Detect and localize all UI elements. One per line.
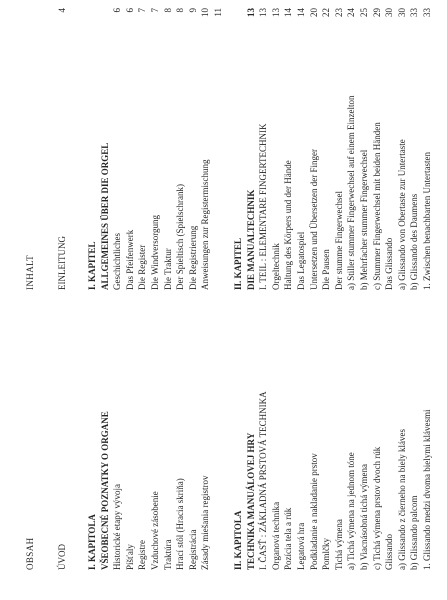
toc-page-number: 20 (308, 8, 319, 17)
toc-entry-sk: Tichá výmena (333, 519, 344, 570)
toc-page-number: 7 (150, 8, 160, 13)
toc-entry-de: Der Spieltisch (Spielschrank) (175, 184, 186, 290)
toc-entry-de: Anweisungen zur Registermischung (200, 159, 211, 290)
toc-page-number: 8 (162, 8, 173, 13)
toc-page-number: 10 (200, 8, 211, 17)
toc-entry-sk: b) Viacnásobná tichá výmena (359, 463, 369, 570)
toc-entry-sk: b) Glissando palcom (409, 495, 420, 570)
toc-row (320, 0, 333, 600)
toc-page-number: 14 (283, 8, 294, 17)
toc-row (136, 0, 149, 600)
toc-entry-de: 1. Zwischen benachbarten Untertasten (422, 152, 432, 290)
toc-row (282, 0, 295, 600)
german-title: INHALT (25, 254, 35, 290)
toc-page-number: 13 (258, 8, 269, 17)
toc-entry-de: Geschichtliches (112, 233, 123, 290)
toc-entry-sk: Traktúra (162, 539, 173, 570)
toc-entry-de: I. TEIL : ELEMENTARE FINGERTECHNIK (258, 123, 269, 290)
toc-entry-sk: Organová technika (270, 501, 281, 570)
toc-page-number: 22 (321, 8, 332, 17)
intro-de: EINLEITUNG (57, 236, 67, 290)
toc-entry-de: c) Stummer Fingerwechsel mit beiden Händen (371, 122, 382, 290)
toc-row (187, 0, 200, 600)
toc-entry-de: a) Stiller stummer Fingerwechsel auf einem Einzelton (346, 95, 357, 290)
toc-entry-sk: Historické etapy vývoja (112, 484, 123, 570)
toc-page-number: 14 (296, 8, 306, 17)
toc-row (295, 0, 308, 600)
toc-row (212, 0, 225, 600)
intro-page: 4 (57, 8, 67, 13)
toc-row (358, 0, 371, 600)
toc-entry-de: ALLGEMEINES ÜBER DIE ORGEL (99, 142, 110, 290)
toc-entry-sk: II. KAPITOLA (233, 510, 243, 570)
toc-entry-de: a) Glissando von Obertaste zur Untertaste (396, 139, 407, 290)
toc-page-number: 33 (409, 8, 420, 17)
toc-entry-de: b) Glissando des Daumens (409, 193, 420, 290)
toc-page-number: 8 (175, 8, 186, 13)
toc-entry-sk: a) Tichá výmena na jednom tóne (346, 452, 357, 570)
toc-page-number: 13 (270, 8, 281, 17)
toc-entry-sk: c) Tichá výmena prstov dvoch rúk (371, 446, 382, 570)
toc-entry-de: Untersetzen und Übersetzen der Finger (308, 149, 319, 290)
toc-row (232, 0, 245, 600)
toc-row (245, 0, 258, 600)
toc-entry-de: Das Pfeifenwerk (124, 229, 135, 290)
toc-row (99, 0, 112, 600)
toc-page-number: 9 (187, 8, 198, 13)
toc-entry-de: Der stumme Fingerwechsel (333, 191, 344, 290)
toc-entry-sk: Glissando (384, 534, 395, 570)
toc-row (199, 0, 212, 600)
toc-row (86, 0, 99, 600)
toc-entry-de: b) Mehrfacher stummer Fingerwechsel (359, 149, 369, 290)
toc-row (308, 0, 321, 600)
toc-entry-de: II. KAPITEL (233, 237, 243, 290)
toc-entry-sk: Pomlčky (321, 537, 332, 570)
toc-row (396, 0, 409, 600)
toc-entry-sk: VŠEOBECNÉ POZNATKY O ORGANE (99, 411, 110, 570)
toc-entry-de: Haltung des Körpers und der Hände (283, 160, 294, 290)
toc-page-number: 30 (396, 8, 407, 17)
toc-entry-sk: Pozícia tela a rúk (283, 507, 294, 570)
toc-row (270, 0, 283, 600)
toc-page-number: 33 (422, 8, 432, 17)
toc-entry-de: I. KAPITEL (87, 241, 97, 290)
toc-row (421, 0, 434, 600)
toc-row (149, 0, 162, 600)
slovak-title: OBSAH (25, 537, 35, 570)
toc-entry-de: Die Windversorgung (150, 214, 160, 290)
toc-row (257, 0, 270, 600)
toc-entry-de: Das Legatospiel (296, 231, 306, 290)
toc-row (124, 0, 137, 600)
toc-page-number: 6 (112, 8, 123, 13)
toc-entry-sk: Zásady miešania registrov (200, 475, 211, 570)
toc-page-number: 7 (137, 8, 148, 13)
intro-sk: ÚVOD (57, 544, 67, 570)
toc-entry-sk: I. KAPITOLA (87, 514, 97, 570)
toc-entry-sk: Registrácia (187, 529, 198, 570)
toc-row (408, 0, 421, 600)
toc-row (333, 0, 346, 600)
toc-page-number: 25 (359, 8, 369, 17)
toc-entry-sk: Podkladanie a nakladanie prstov (308, 453, 319, 570)
toc-page-number: 30 (384, 8, 395, 17)
toc-entry-sk: Píšťaly (124, 544, 135, 570)
toc-page-number: 11 (213, 8, 223, 17)
toc-entry-de: Orgeltechnik (270, 243, 281, 290)
toc-entry-de: DIE MANUALTECHNIK (245, 189, 256, 290)
toc-page-number: 6 (124, 8, 135, 13)
toc-entry-sk: TECHNIKA MANUÁLOVEJ HRY (245, 432, 256, 570)
toc-entry-sk: Vzduchové zásobenie (150, 491, 160, 570)
toc-row (111, 0, 124, 600)
toc-row (162, 0, 175, 600)
toc-row (345, 0, 358, 600)
toc-entry-sk: Legatová hra (296, 522, 306, 570)
intro-row (56, 0, 69, 600)
toc-page-number: 24 (346, 8, 357, 17)
toc-entry-de: Die Traktur (162, 248, 173, 290)
toc-page-number: 29 (371, 8, 382, 17)
toc-entry-de: Das Glissando (384, 237, 395, 290)
toc-row (383, 0, 396, 600)
toc-page-number: 23 (333, 8, 344, 17)
toc-row (174, 0, 187, 600)
toc-row (371, 0, 384, 600)
toc-entry-sk: 1. Glissando medzi dvoma bielymi klávesmi (422, 409, 432, 570)
header-row (24, 0, 37, 600)
toc-page-number: 13 (245, 8, 256, 17)
toc-entry-sk: Registre (137, 540, 148, 570)
toc-entry-sk: a) Glissando z čierneho na biely kláves (396, 429, 407, 570)
toc-entry-de: Die Registrierung (187, 225, 198, 290)
toc-entry-sk: I. ČASŤ : ZÁKLADNÁ PRSTOVÁ TECHNIKA (258, 391, 269, 570)
toc-entry-sk: Hrací stôl (Hracia skriňa) (175, 478, 186, 570)
toc-entry-de: Die Pausen (321, 249, 332, 290)
toc-entry-de: Die Register (137, 244, 148, 290)
